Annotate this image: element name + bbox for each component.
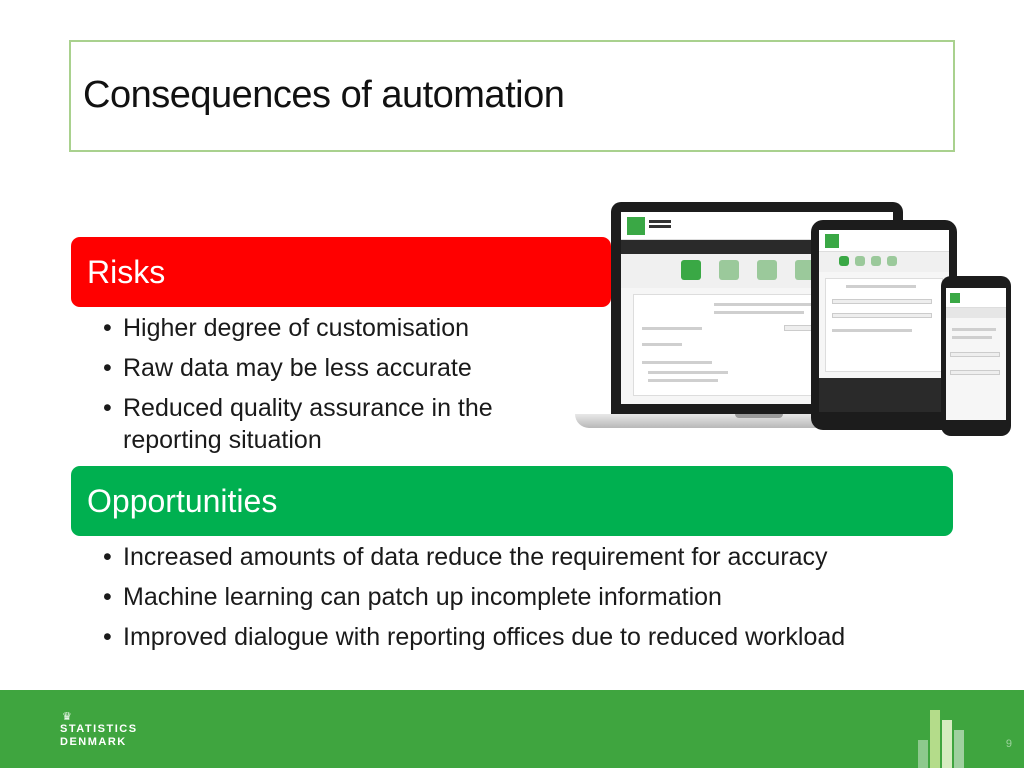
- list-item: • Increased amounts of data reduce the requirement for accuracy: [99, 541, 979, 573]
- footer: [0, 690, 1024, 768]
- opportunities-list: [99, 541, 979, 661]
- crown-icon: ♛: [62, 711, 72, 723]
- title-box: [69, 40, 955, 152]
- devices-image: [575, 198, 1015, 458]
- list-item: • Higher degree of customisation: [99, 312, 579, 344]
- opportunities-header: [71, 466, 953, 536]
- statistics-denmark-logo: [60, 712, 138, 749]
- opportunities-heading: Opportunities: [87, 482, 278, 519]
- slide-title: Consequences of automation: [83, 74, 565, 116]
- list-item: • Machine learning can patch up incomplete information: [99, 581, 979, 613]
- laptop-notch: [735, 414, 783, 418]
- list-item: • Raw data may be less accurate: [99, 352, 579, 384]
- bars-decoration: [918, 710, 978, 768]
- list-item: • Improved dialogue with reporting offices due to reduced workload: [99, 621, 979, 653]
- risks-list: [99, 312, 579, 464]
- page-number: 9: [1005, 738, 1012, 750]
- phone: [941, 276, 1011, 436]
- tablet: [811, 220, 957, 430]
- risks-header: [71, 237, 611, 307]
- logo-line-2: DENMARK: [60, 736, 127, 748]
- risks-heading: Risks: [87, 253, 166, 290]
- list-item: • Reduced quality assurance in the reporting situation: [99, 392, 579, 456]
- logo-line-1: STATISTICS: [60, 723, 138, 735]
